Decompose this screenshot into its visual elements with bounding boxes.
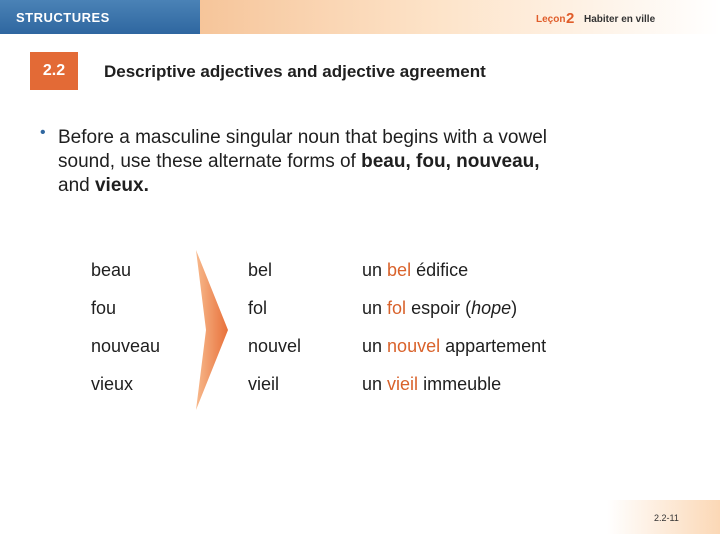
unit-title: Habiter en ville <box>584 14 656 25</box>
base-form: beau <box>91 260 132 280</box>
table-row <box>0 298 720 324</box>
word-beau: beau, <box>361 151 411 172</box>
lesson-number: 2 <box>566 10 575 27</box>
example-article: un <box>362 374 383 394</box>
example-paren-open: ( <box>465 298 472 318</box>
section-title: Descriptive adjectives and adjective agreement <box>104 62 486 81</box>
base-form: fou <box>91 298 117 318</box>
alternate-form: vieil <box>248 374 280 394</box>
slide-number: 2.2-11 <box>654 513 679 523</box>
word-vieux: vieux. <box>94 175 149 196</box>
example-adjective: nouvel <box>387 336 441 356</box>
example-paren-close: ) <box>511 298 518 318</box>
example-article: un <box>362 298 383 318</box>
table-row <box>0 374 720 400</box>
example-adjective: bel <box>387 260 412 280</box>
example-phrase <box>362 260 468 281</box>
structures-label: STRUCTURES <box>16 10 110 25</box>
example-noun: appartement <box>445 336 547 356</box>
bullet-line-2: sound, use these alternate forms of <box>58 151 362 172</box>
bullet-text <box>58 126 698 198</box>
base-form: vieux <box>91 374 134 394</box>
header-bar <box>0 0 720 34</box>
word-fou: fou, <box>416 151 451 172</box>
example-noun: édifice <box>416 260 469 280</box>
example-phrase <box>362 298 517 319</box>
header-lesson-banner <box>200 0 720 34</box>
section-number-badge: 2.2 <box>30 52 78 90</box>
example-article: un <box>362 336 383 356</box>
lesson-word: Leçon <box>536 14 566 25</box>
example-phrase <box>362 374 501 395</box>
alternate-form: nouvel <box>248 336 302 356</box>
bullet-line-1: Before a masculine singular noun that begins with a vowel <box>58 127 548 148</box>
table-row <box>0 260 720 286</box>
alternate-form: bel <box>248 260 273 280</box>
table-row <box>0 336 720 362</box>
example-noun: immeuble <box>423 374 502 394</box>
alternate-form: fol <box>248 298 268 318</box>
example-article: un <box>362 260 383 280</box>
bullet-icon: • <box>40 124 46 141</box>
example-translation: hope <box>471 298 512 318</box>
example-phrase <box>362 336 546 357</box>
header-section-label <box>0 0 200 34</box>
bullet-line-3: and <box>58 175 95 196</box>
example-noun: espoir <box>411 298 461 318</box>
example-adjective: fol <box>387 298 407 318</box>
base-form: nouveau <box>91 336 161 356</box>
example-adjective: vieil <box>387 374 419 394</box>
word-nouveau: nouveau, <box>456 151 540 172</box>
